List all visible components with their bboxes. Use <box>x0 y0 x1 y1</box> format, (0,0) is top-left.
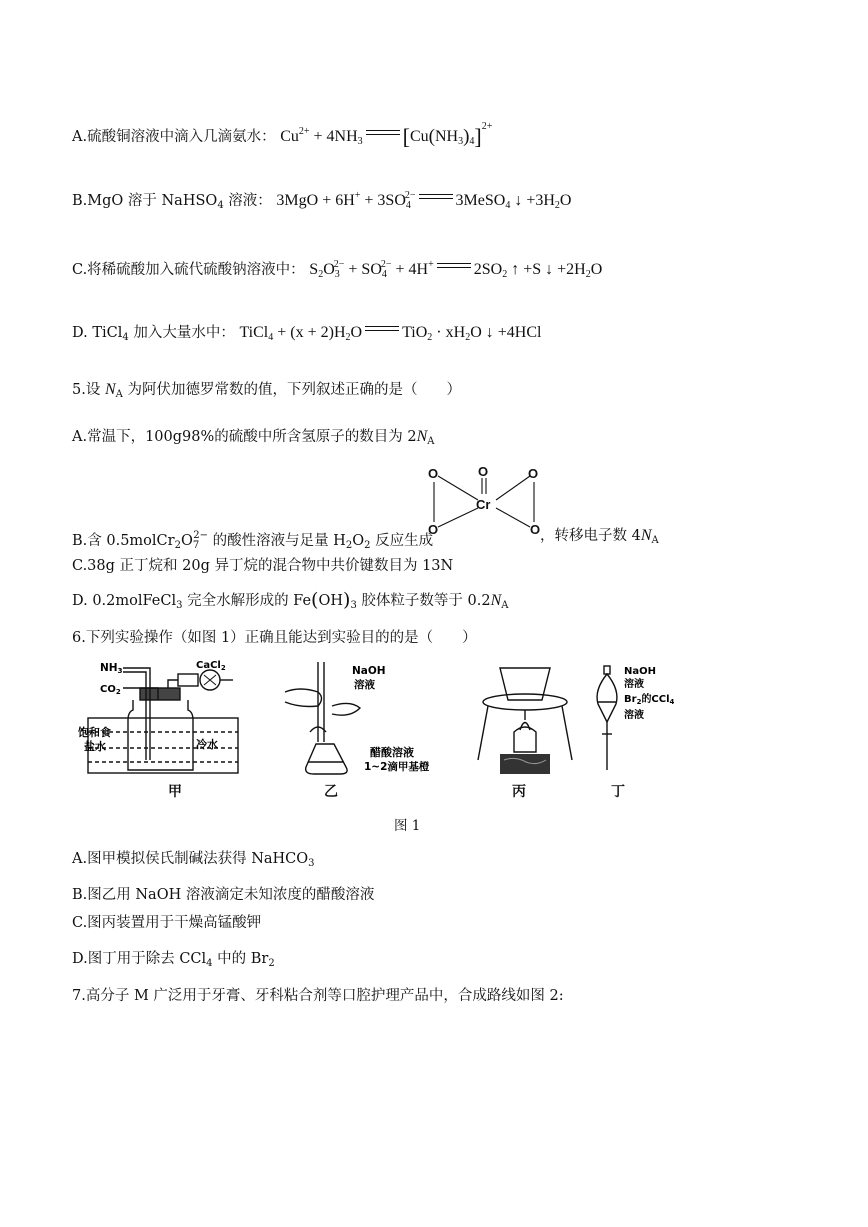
oxygen-atom: O <box>528 466 539 481</box>
oxygen-atom: O <box>530 522 541 537</box>
option-text: A.硫酸铜溶液中滴入几滴氨水： <box>72 129 276 145</box>
question-5-stem: 5.设 $N_A$ 为阿伏加德罗常数的值，下列叙述正确的是（ ） <box>72 381 461 400</box>
figure-label-jia: 甲 <box>168 784 182 800</box>
question-6-option-d: D.图丁用于除去 CCl$_4$ 中的 $Br_2$ <box>72 951 275 969</box>
svg-text:醋酸溶液: 醋酸溶液 <box>370 746 414 759</box>
svg-text:Br2的CCl4: $Br_2$的CCl$_4$ <box>624 694 675 706</box>
svg-text:1~2滴甲基橙: 1~2滴甲基橙 <box>364 761 430 773</box>
apparatus-jia <box>78 660 243 780</box>
figure-label-ding: 丁 <box>611 784 625 800</box>
svg-text:溶液: 溶液 <box>624 679 644 690</box>
svg-text:CO2: $CO_2$ <box>100 684 121 696</box>
cro5-structure-diagram <box>420 462 555 542</box>
question-5-option-b-tail: ，转移电子数 $4N_A$ <box>540 527 659 546</box>
svg-text:溶液: 溶液 <box>354 679 375 691</box>
question-6-option-c: C.图丙装置用于干燥高锰酸钾 <box>72 915 262 931</box>
equals-sign <box>419 192 453 202</box>
option-4a <box>72 117 492 152</box>
option-4d: D. TiCl$_4$ 加入大量水中： TiCl$_4$ + $(x + 2)H_2O$ $TiO_2 \cdot xH_2O$ ↓ +4HCl <box>72 324 542 343</box>
svg-text:CaCl2: CaCl$_2$ <box>196 660 226 672</box>
figure-label-yi: 乙 <box>324 784 338 800</box>
equation: $3MgO + 6H^+ + 3SO_4^{2-}$ 3MeSO$_4$ ↓ $+3H_2O$ <box>276 190 572 211</box>
equals-sign <box>365 324 399 334</box>
apparatus-ding <box>590 662 680 782</box>
question-5-option-c: C.38g 正丁烷和 20g 异丁烷的混合物中共价键数目为 13N <box>72 558 454 574</box>
svg-text:NaOH: NaOH <box>352 665 386 677</box>
svg-text:饱和食: 饱和食 <box>78 726 111 739</box>
question-5-option-a: A.常温下，100g98%的硫酸中所含氢原子的数目为 $2N_A$ <box>72 428 435 447</box>
question-6-option-b: B.图乙用 NaOH 溶液滴定未知浓度的醋酸溶液 <box>72 887 375 903</box>
svg-text:NaOH: NaOH <box>624 666 656 677</box>
figure-label-bing: 丙 <box>512 784 526 800</box>
figure-caption: 图 1 <box>394 818 421 834</box>
equals-sign <box>366 128 400 138</box>
oxygen-atom: O <box>428 522 439 537</box>
equation: $S_2O_3^{2-} + SO_4^{2-} + 4H^+$ $2SO_2$ ↑ +S ↓ $+2H_2O$ <box>309 259 603 280</box>
svg-text:NH3: NH3 <box>100 662 123 675</box>
option-4c: C.将稀硫酸加入硫代硫酸钠溶液中： $S_2O_3^{2-} + SO_4^{2-} + 4H^+$ $2SO_2$ ↑ +S ↓ $+2H_2O$ <box>72 259 603 280</box>
question-5-option-d: D. 0.2molFeCl$_3$ 完全水解形成的 $Fe(OH)_3$ 胶体粒子数等于 $0.2N_A$ <box>72 589 509 611</box>
apparatus-yi <box>280 662 430 782</box>
question-5-option-b: B.含 $0.5molCr_2O_7^{2-}$ 的酸性溶液与足量 $H_2O_2$ 反应生成 <box>72 530 434 551</box>
question-7-stem: 7.高分子 M 广泛用于牙膏、牙科粘合剂等口腔护理产品中，合成路线如图 2: <box>72 988 564 1004</box>
question-6-stem: 6.下列实验操作（如图 1）正确且能达到实验目的的是（ ） <box>72 630 477 646</box>
oxygen-atom: O <box>428 466 439 481</box>
option-4b: B.MgO 溶于 NaHSO$_4$ 溶液： $3MgO + 6H^+ + 3SO_4^{2-}$ 3MeSO$_4$ ↓ $+3H_2O$ <box>72 190 572 211</box>
svg-text:冷水: 冷水 <box>196 738 218 751</box>
chromium-atom: Cr <box>476 497 491 512</box>
equation: $Cu^{2+} + 4NH_3$ $[Cu(NH_3)_4]^{2+}$ <box>280 121 493 149</box>
apparatus-bing <box>470 660 580 780</box>
oxygen-atom: O <box>478 464 489 479</box>
svg-text:溶液: 溶液 <box>624 710 644 721</box>
question-6-option-a: A.图甲模拟侯氏制碱法获得 NaHCO$_3$ <box>72 851 315 869</box>
svg-text:盐水: 盐水 <box>84 740 106 753</box>
equation: TiCl$_4$ + $(x + 2)H_2O$ $TiO_2 \cdot xH_2O$ ↓ +4HCl <box>239 324 542 343</box>
equals-sign <box>437 261 471 271</box>
